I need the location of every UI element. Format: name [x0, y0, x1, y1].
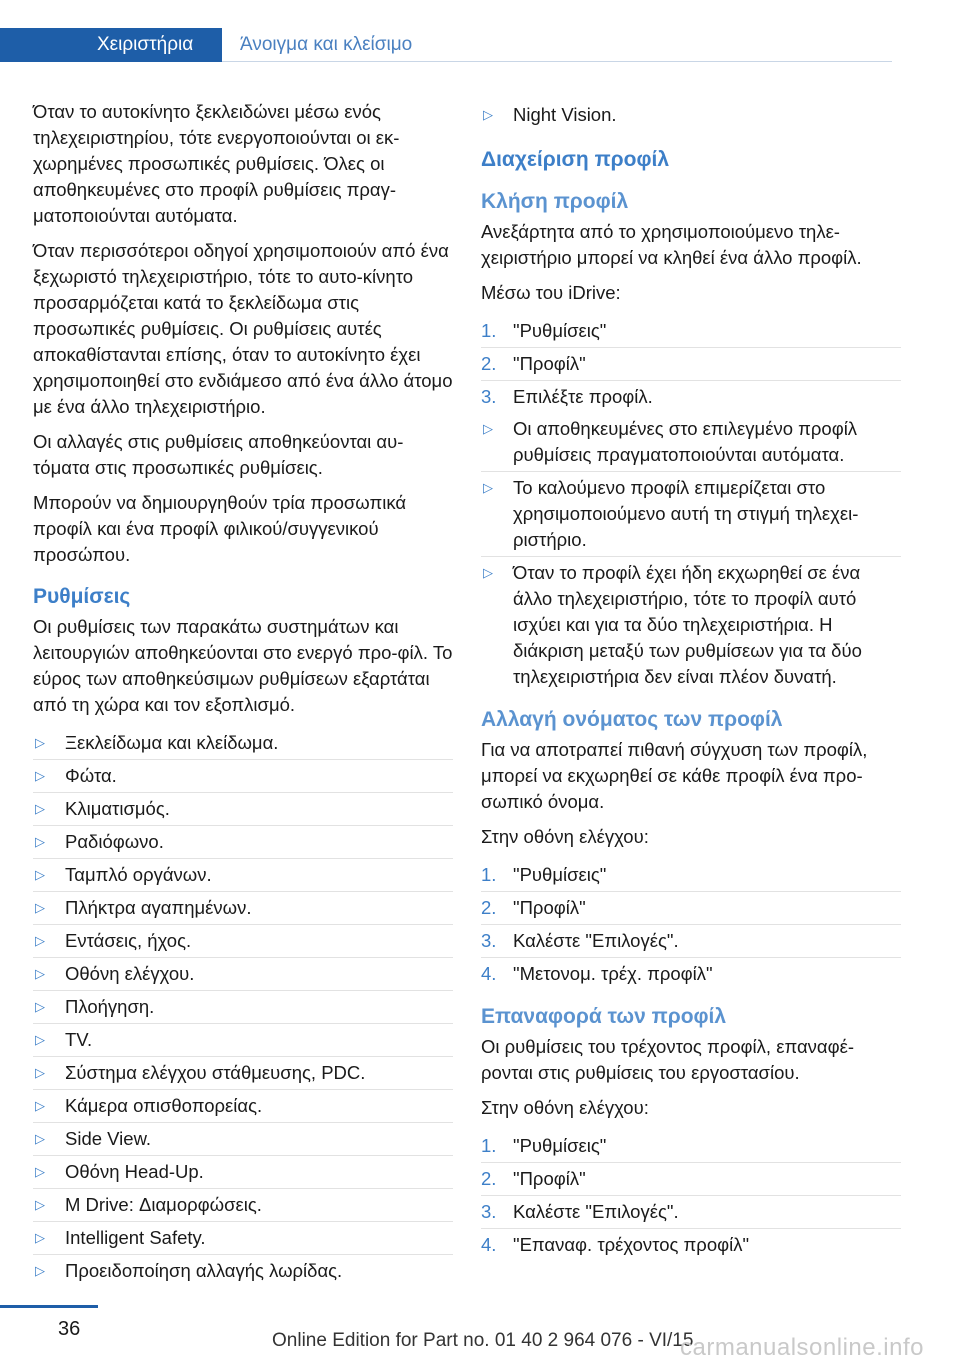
triangle-bullet-icon: ▷	[35, 801, 45, 816]
intro-paragraph: Οι αλλαγές στις ρυθμίσεις αποθηκεύονται αυ-τόματα στις προσωπικές ρυθμίσεις.	[33, 431, 404, 478]
reset-profile-heading: Επαναφορά των προφίλ	[481, 1005, 727, 1028]
rename-profile-heading: Αλλαγή ονόματος των προφίλ	[481, 708, 783, 731]
triangle-bullet-icon: ▷	[35, 1098, 45, 1113]
page-header	[0, 0, 960, 62]
settings-text: Οι ρυθμίσεις των παρακάτω συστημάτων και λειτουργιών αποθηκεύονται στο ενεργό προ-φίλ. Το εύρος των αποθηκεύσιμων ρυθμίσεων εξαρτάται από τη χώρα και τον εξοπλισμό.	[33, 616, 453, 715]
reset-profile-text: Οι ρυθμίσεις του τρέχοντος προφίλ, επαναφέ-ρονται στις ρυθμίσεις του εργοστασίου.	[481, 1036, 854, 1083]
intro-paragraph: Μπορούν να δημιουργηθούν τρία προσωπικά προφίλ και ένα προφίλ φιλικού/συγγενικού προσώπου.	[33, 492, 407, 565]
step-item: 2. "Προφίλ"	[481, 347, 901, 380]
settings-list-continued	[481, 99, 901, 131]
call-profile-text: Ανεξάρτητα από το χρησιμοποιούμενο τηλε-χειριστήριο μπορεί να κληθεί ένα άλλο προφίλ.	[481, 221, 862, 268]
list-item: ▷ Εντάσεις, ήχος.	[33, 924, 453, 957]
triangle-bullet-icon: ▷	[35, 966, 45, 981]
triangle-bullet-icon: ▷	[35, 1032, 45, 1047]
step-number: 3.	[481, 386, 497, 407]
reset-profile-via: Στην οθόνη ελέγχου:	[481, 1097, 649, 1118]
intro-paragraph: Όταν περισσότεροι οδηγοί χρησιμοποιούν από ένα ξεχωριστό τηλεχειριστήριο, τότε το αυτο-κίνητο προσαρμόζεται κατά το ξεκλείδωμα στις προσωπικές ρυθμίσεις. Οι ρυθμίσεις αυτές αποκαθίστανται επίσης, όταν το αυτοκίνητο έχει χρησιμοποιηθεί στο ενδιάμεσο από ένα άλλο άτομο με ένα άλλο τηλεχειριστήριο.	[33, 240, 453, 417]
list-item: ▷ Κλιματισμός.	[33, 792, 453, 825]
triangle-bullet-icon: ▷	[35, 1263, 45, 1278]
list-item: ▷ Οθόνη Head-Up.	[33, 1155, 453, 1188]
triangle-bullet-icon: ▷	[35, 933, 45, 948]
step-number: 2.	[481, 1168, 497, 1189]
triangle-bullet-icon: ▷	[483, 107, 493, 122]
step-number: 2.	[481, 353, 497, 374]
triangle-bullet-icon: ▷	[35, 867, 45, 882]
list-item: ▷ Το καλούμενο προφίλ επιμερίζεται στο χρησιμοποιούμενο αυτή τη στιγμή τηλεχει-ριστήριο.	[481, 471, 901, 556]
triangle-bullet-icon: ▷	[35, 1230, 45, 1245]
intro-paragraph: Όταν το αυτοκίνητο ξεκλειδώνει μέσω ενός τηλεχειριστηρίου, τότε ενεργοποιούνται οι εκ-χωρημένες προσωπικές ρυθμίσεις. Όλες οι αποθηκευμένες στο προφίλ ρυθμίσεις πραγ-ματοποιούνται αυτόματα.	[33, 101, 400, 226]
triangle-bullet-icon: ▷	[483, 421, 493, 436]
triangle-bullet-icon: ▷	[35, 1131, 45, 1146]
triangle-bullet-icon: ▷	[35, 768, 45, 783]
call-profile-notes	[481, 413, 901, 693]
step-number: 1.	[481, 320, 497, 341]
settings-heading: Ρυθμίσεις	[33, 585, 131, 608]
list-item: ▷ Side View.	[33, 1122, 453, 1155]
step-item: 4. "Μετονομ. τρέχ. προφίλ"	[481, 957, 901, 990]
reset-profile-steps	[481, 1130, 901, 1261]
list-item: ▷ Ξεκλείδωμα και κλείδωμα.	[33, 727, 453, 759]
triangle-bullet-icon: ▷	[483, 565, 493, 580]
triangle-bullet-icon: ▷	[483, 480, 493, 495]
list-item: ▷ Night Vision.	[481, 99, 901, 131]
list-item: ▷ Οθόνη ελέγχου.	[33, 957, 453, 990]
rename-profile-steps	[481, 859, 901, 990]
list-item: ▷ TV.	[33, 1023, 453, 1056]
list-item: ▷ Σύστημα ελέγχου στάθμευσης, PDC.	[33, 1056, 453, 1089]
list-item: ▷ Πλήκτρα αγαπημένων.	[33, 891, 453, 924]
step-number: 4.	[481, 1234, 497, 1255]
step-number: 3.	[481, 1201, 497, 1222]
page-number: 36	[58, 1318, 81, 1340]
rename-profile-via: Στην οθόνη ελέγχου:	[481, 826, 649, 847]
list-item: ▷ M Drive: Διαμορφώσεις.	[33, 1188, 453, 1221]
step-item: 2. "Προφίλ"	[481, 1162, 901, 1195]
step-number: 1.	[481, 864, 497, 885]
list-item: ▷ Όταν το προφίλ έχει ήδη εκχωρηθεί σε ένα άλλο τηλεχειριστήριο, τότε το προφίλ αυτό ισχύει και για τα δύο τηλεχειριστήρια. Η διάκριση μεταξύ των ρυθμίσεων για τα δύο τηλεχειριστήρια δεν είναι πλέον δυνατή.	[481, 556, 901, 693]
call-profile-via: Μέσω του iDrive:	[481, 282, 621, 303]
list-item: ▷ Οι αποθηκευμένες στο επιλεγμένο προφίλ ρυθμίσεις πραγματοποιούνται αυτόματα.	[483, 418, 858, 465]
edition-text: Online Edition for Part no. 01 40 2 964 076 - VI/15	[272, 1330, 694, 1351]
list-item: ▷ Προειδοποίηση αλλαγής λωρίδας.	[33, 1254, 453, 1287]
triangle-bullet-icon: ▷	[35, 735, 45, 750]
list-item: ▷ Ταμπλό οργάνων.	[33, 858, 453, 891]
left-column	[33, 99, 453, 1287]
list-item: ▷ Ραδιόφωνο.	[33, 825, 453, 858]
triangle-bullet-icon: ▷	[35, 1164, 45, 1179]
step-item: 3. Καλέστε "Επιλογές".	[481, 1195, 901, 1228]
step-item: 3. Επιλέξτε προφίλ.	[481, 380, 901, 413]
step-item: 1. "Ρυθμίσεις"	[481, 1130, 901, 1162]
settings-list	[33, 727, 453, 1287]
list-item: ▷ Κάμερα οπισθοπορείας.	[33, 1089, 453, 1122]
list-item: ▷ Intelligent Safety.	[33, 1221, 453, 1254]
call-profile-steps	[481, 315, 901, 413]
call-profile-heading: Κλήση προφίλ	[481, 190, 629, 213]
step-item: 1. "Ρυθμίσεις"	[481, 315, 901, 347]
triangle-bullet-icon: ▷	[35, 900, 45, 915]
right-column	[481, 99, 901, 1261]
footer-accent-line	[0, 1305, 98, 1308]
profile-management-heading: Διαχείριση προφίλ	[481, 148, 670, 171]
step-item: 4. "Επαναφ. τρέχοντος προφίλ"	[481, 1228, 901, 1261]
step-number: 4.	[481, 963, 497, 984]
rename-profile-text: Για να αποτραπεί πιθανή σύγχυση των προφίλ, μπορεί να εκχωρηθεί σε κάθε προφίλ ένα προ-σωπικό όνομα.	[481, 739, 868, 812]
step-item: 3. Καλέστε "Επιλογές".	[481, 924, 901, 957]
step-item: 2. "Προφίλ"	[481, 891, 901, 924]
triangle-bullet-icon: ▷	[35, 1197, 45, 1212]
list-item: ▷ Πλοήγηση.	[33, 990, 453, 1023]
step-number: 1.	[481, 1135, 497, 1156]
header-tab-controls[interactable]: Χειριστήρια	[0, 28, 222, 62]
step-number: 2.	[481, 897, 497, 918]
triangle-bullet-icon: ▷	[35, 999, 45, 1014]
step-number: 3.	[481, 930, 497, 951]
watermark: carmanualsonline.info	[680, 1334, 924, 1361]
step-item: 1. "Ρυθμίσεις"	[481, 859, 901, 891]
list-item: ▷ Φώτα.	[33, 759, 453, 792]
triangle-bullet-icon: ▷	[35, 1065, 45, 1080]
header-tab-opening-closing[interactable]: Άνοιγμα και κλείσιμο	[222, 28, 892, 62]
triangle-bullet-icon: ▷	[35, 834, 45, 849]
